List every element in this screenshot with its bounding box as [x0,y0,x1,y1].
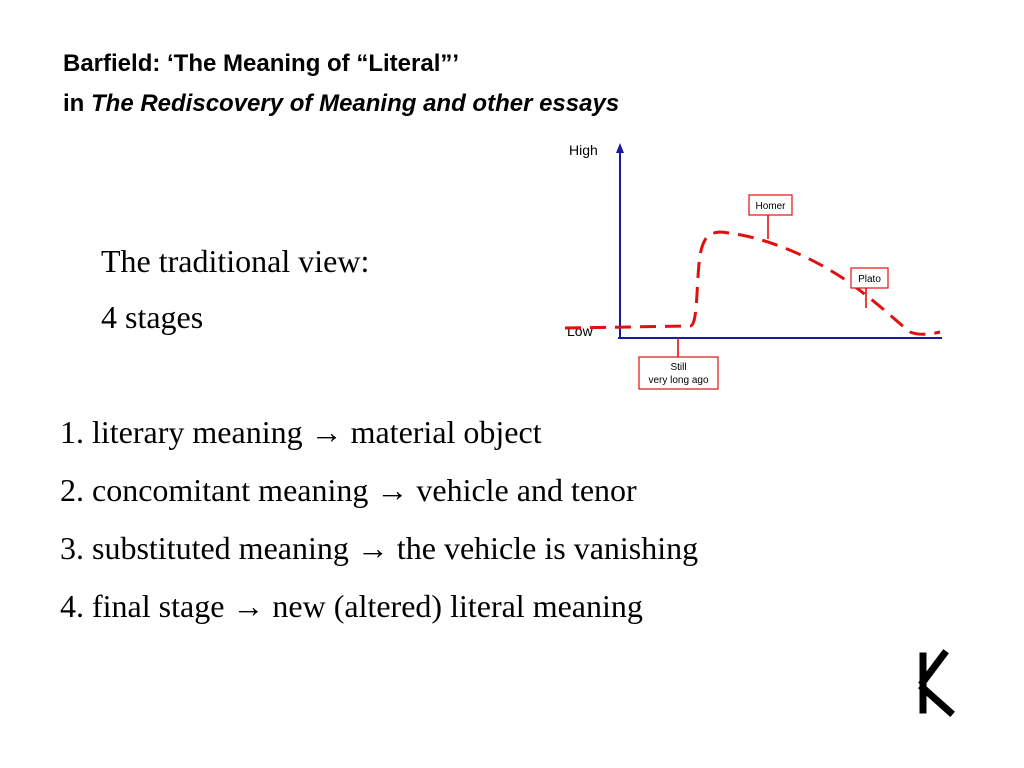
meaning-curve-diagram [560,135,960,395]
title-line-2-prefix: in [63,90,91,117]
slide-title [63,44,619,124]
stage-item-3: 3. substituted meaning → the vehicle is vanishing [60,530,699,566]
intro-text [101,233,369,345]
book-title: The Rediscovery of Meaning and other essays [91,90,620,117]
title-line-2 [63,84,619,124]
logo-icon [910,648,956,718]
homer-callout-label: Homer [755,201,786,212]
y-high-label: High [569,142,598,158]
still-callout-line-2: very long ago [648,375,709,386]
stages-list [60,403,698,635]
logo-mark [910,648,956,718]
plato-callout-label: Plato [858,274,881,285]
still-callout-line-1: Still [670,362,687,373]
title-line-1: Barfield: ‘The Meaning of “Literal”’ [63,50,460,77]
y-axis-arrow [616,143,624,153]
stage-item-2: 2. concomitant meaning → vehicle and tenor [60,472,637,508]
stage-item-4: 4. final stage → new (altered) literal meaning [60,588,643,624]
stage-item-1: 1. literary meaning → material object [60,414,542,450]
intro-line-1: The traditional view: [101,243,370,279]
y-low-label: Low [567,323,593,339]
intro-line-2: 4 stages [101,299,204,335]
diagram-svg [560,135,960,395]
